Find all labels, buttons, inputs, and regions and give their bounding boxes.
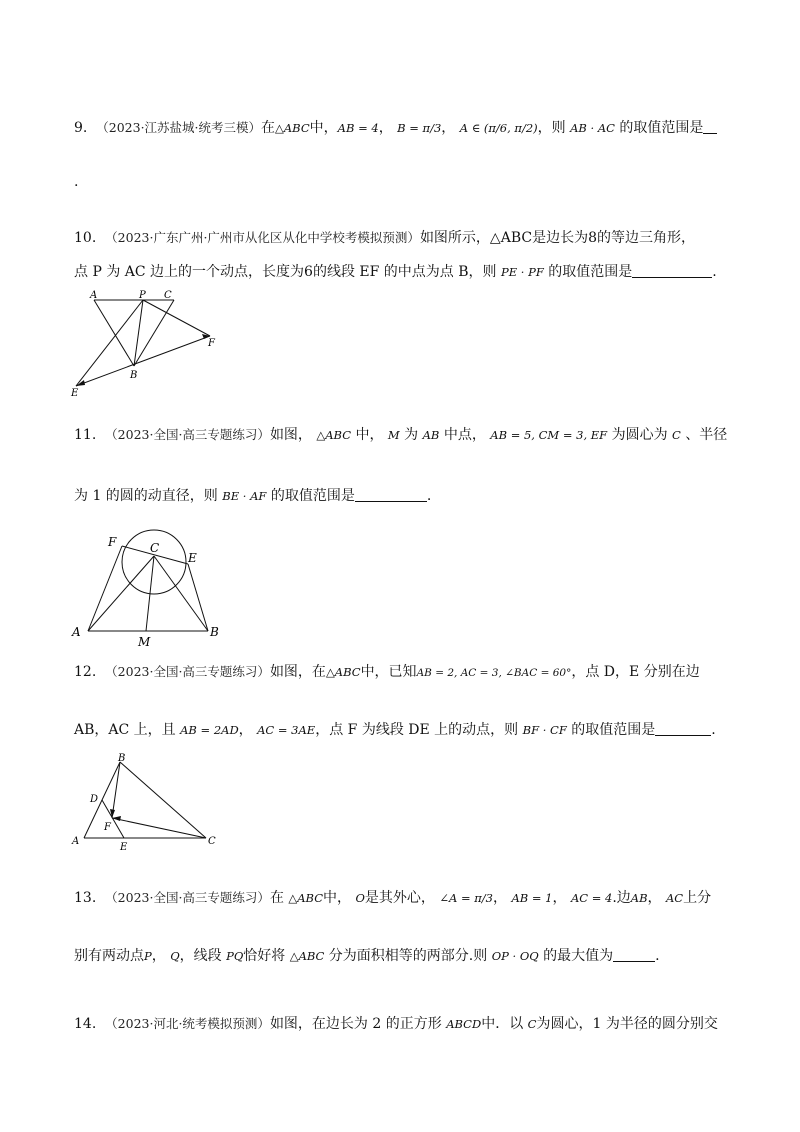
question-text: 的取值范围是 <box>571 722 656 738</box>
vector-expr: OP · OQ <box>491 949 539 963</box>
math-expr: AB <box>630 891 648 905</box>
question-text: 分为面积相等的两部分.则 <box>328 948 488 964</box>
question-10-line-1 <box>74 228 695 248</box>
question-source: （2023·广东广州·广州市从化区从化中学校考模拟预测） <box>105 230 420 245</box>
question-text: ，点 D，E 分别在边 <box>571 664 700 680</box>
answer-blank[interactable] <box>655 721 711 736</box>
question-number: 9. <box>74 120 88 136</box>
math-expr: ABCD <box>446 1017 482 1031</box>
label-B: B <box>118 753 126 764</box>
question-source: （2023·全国·高三专题练习） <box>105 664 270 679</box>
answer-blank[interactable] <box>632 263 712 278</box>
math-expr: AB = 1 <box>511 891 553 905</box>
label-D: D <box>90 794 99 805</box>
question-text: . <box>712 264 717 280</box>
vector-expr: AB · AC <box>570 121 615 135</box>
figure-q11 <box>66 528 226 650</box>
question-text: 中， <box>323 890 352 906</box>
math-expr: △ABC <box>275 121 310 135</box>
math-expr: △ABC <box>325 665 361 679</box>
question-text: ， <box>441 120 456 136</box>
question-text: ， <box>378 120 393 136</box>
question-number: 13. <box>74 890 97 906</box>
question-text: 为 1 的圆的动直径，则 <box>74 488 218 504</box>
question-9-line-2 <box>74 172 78 192</box>
answer-blank[interactable] <box>703 119 717 134</box>
question-14-line-1 <box>74 1014 718 1034</box>
question-number: 12. <box>74 664 97 680</box>
question-text: ， <box>647 890 662 906</box>
question-11-line-2 <box>74 486 431 506</box>
question-text: ，点 F 为线段 DE 上的动点，则 <box>315 722 519 738</box>
label-F: F <box>208 338 215 349</box>
question-text: 别有两动点 <box>74 948 144 964</box>
vector-expr: AC = 3AE <box>257 723 316 737</box>
question-text: 上分 <box>683 890 712 906</box>
question-text: 的最大值为 <box>543 948 614 964</box>
question-text: AB，AC 上，且 <box>74 722 176 738</box>
math-expr: PQ <box>226 949 244 963</box>
label-A: A <box>90 290 98 301</box>
figure-q10 <box>66 288 226 398</box>
question-number: 10. <box>74 230 97 246</box>
math-expr: AB <box>422 428 440 442</box>
question-text: ，线段 <box>179 948 222 964</box>
question-text: . <box>655 948 660 964</box>
question-text: 中， <box>355 427 384 443</box>
question-10-line-2 <box>74 262 717 282</box>
question-text: .边 <box>612 890 631 906</box>
math-expr: AB = 5, CM = 3, EF <box>490 428 608 442</box>
label-A: A <box>72 836 80 847</box>
question-text: 中， <box>309 120 338 136</box>
vector-expr: BF · CF <box>522 723 567 737</box>
question-text: 为圆心，1 为半径的圆分别交 <box>536 1016 718 1032</box>
math-expr: B = π/3 <box>397 121 442 135</box>
math-expr: C <box>672 428 681 442</box>
question-source: （2023·江苏盐城·统考三模） <box>96 120 262 135</box>
math-expr: △ABC <box>288 891 324 905</box>
question-11-line-1 <box>74 425 727 445</box>
label-F: F <box>104 822 111 833</box>
math-expr: AC <box>665 891 684 905</box>
label-C: C <box>150 541 160 555</box>
math-expr: △ABC <box>316 428 352 442</box>
question-12-line-2 <box>74 720 716 740</box>
question-text: 为 <box>404 427 419 443</box>
label-B: B <box>210 625 219 639</box>
math-expr: O <box>355 891 365 905</box>
question-source: （2023·全国·高三专题练习） <box>105 427 270 442</box>
question-text: 的取值范围是 <box>270 488 355 504</box>
vector-expr: BE · AF <box>222 489 267 503</box>
question-text: 的取值范围是 <box>619 120 704 136</box>
math-expr: M <box>387 428 400 442</box>
question-12-line-1 <box>74 662 700 683</box>
label-E: E <box>188 551 197 565</box>
vector-expr: AB = 2AD <box>180 723 239 737</box>
math-expr: C <box>527 1017 537 1031</box>
question-text: ， <box>552 890 567 906</box>
math-expr: AC = 4 <box>570 891 613 905</box>
question-text: 为圆心为 <box>611 427 668 443</box>
question-text: 中．以 <box>481 1016 524 1032</box>
question-text: 点 P 为 AC 边上的一个动点，长度为6的线段 EF 的中点为点 B，则 <box>74 264 497 280</box>
question-9-line-1 <box>74 118 717 138</box>
question-13-line-2 <box>74 946 660 966</box>
question-number: 11. <box>74 427 97 443</box>
question-text: ，则 <box>537 120 566 136</box>
question-text: 在 <box>269 890 284 906</box>
question-text: . <box>74 174 79 190</box>
label-C: C <box>164 290 172 301</box>
question-text: 、半径 <box>685 427 728 443</box>
question-text: 如图，在边长为 2 的正方形 <box>269 1016 442 1032</box>
question-text: ， <box>238 722 253 738</box>
math-expr: ∠A = π/3 <box>439 891 493 905</box>
vector-expr: PE · PF <box>500 265 544 279</box>
question-text: 在 <box>261 120 276 136</box>
question-text: . <box>711 722 716 738</box>
question-text: 如图， <box>269 427 312 443</box>
label-F: F <box>108 535 117 549</box>
question-text: 如图，在 <box>269 664 326 680</box>
math-expr: AB = 2, AC = 3, ∠BAC = 60° <box>416 667 572 679</box>
label-P: P <box>139 290 146 301</box>
label-B: B <box>130 370 138 381</box>
question-source: （2023·全国·高三专题练习） <box>105 890 270 905</box>
label-E: E <box>71 388 79 398</box>
math-expr: AB = 4 <box>337 121 379 135</box>
question-source: （2023·河北·统考模拟预测） <box>105 1016 270 1031</box>
question-text: ， <box>493 890 507 906</box>
math-expr: Q <box>170 949 180 963</box>
figure-q12 <box>68 752 228 854</box>
question-text: 的取值范围是 <box>548 264 633 280</box>
math-expr: P <box>144 949 152 963</box>
question-text: 中点， <box>443 427 486 443</box>
math-expr: A ∈ (π/6, π/2) <box>459 121 538 135</box>
answer-blank[interactable] <box>613 947 655 962</box>
question-text: ， <box>151 948 166 964</box>
question-13-line-1 <box>74 888 711 908</box>
label-E: E <box>120 842 128 853</box>
question-number: 14. <box>74 1016 97 1032</box>
question-text: 如图所示，△ABC是边长为8的等边三角形， <box>419 230 695 246</box>
math-expr: △ABC <box>289 949 325 963</box>
question-text: 是其外心， <box>364 890 435 906</box>
label-C: C <box>208 836 216 847</box>
question-text: 中，已知 <box>360 664 417 680</box>
question-text: 恰好将 <box>243 948 286 964</box>
label-A: A <box>72 625 81 639</box>
answer-blank[interactable] <box>355 487 427 502</box>
label-M: M <box>138 635 151 649</box>
question-text: . <box>426 488 432 504</box>
